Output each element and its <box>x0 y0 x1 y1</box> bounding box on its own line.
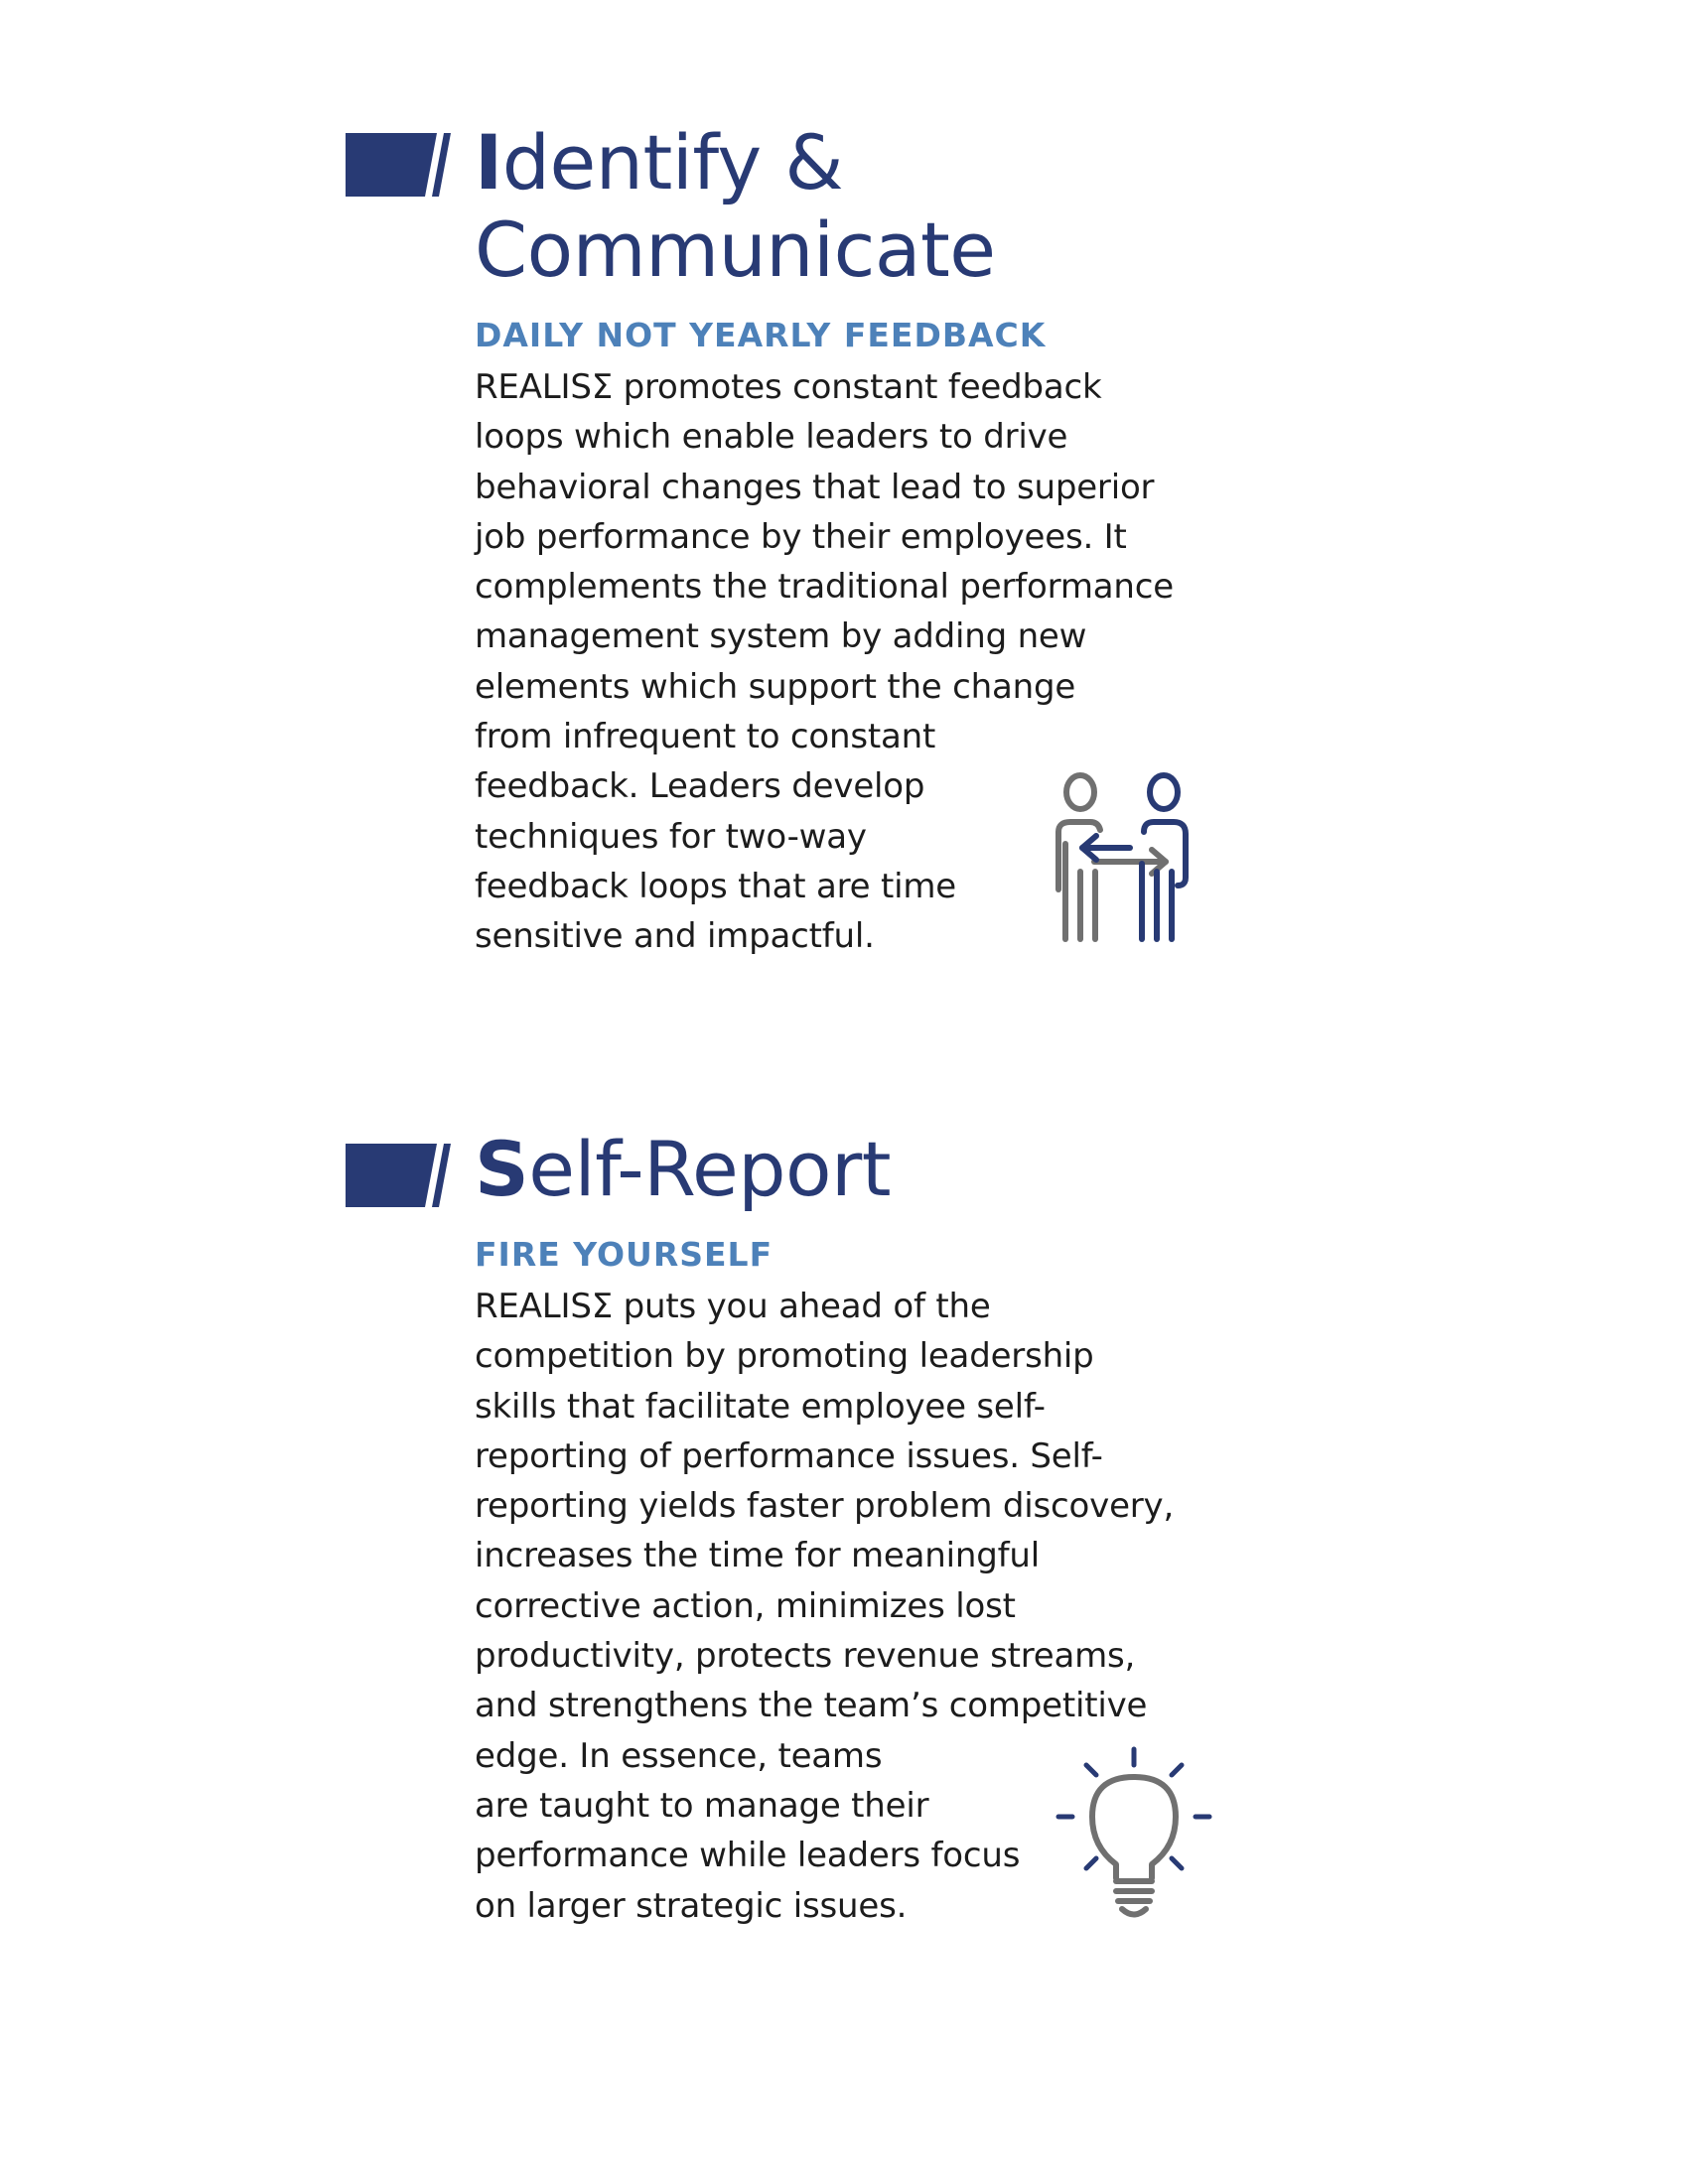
body-line: performance while leaders focus <box>475 1836 1021 1876</box>
section-title <box>475 119 996 294</box>
body-line: feedback loops that are time <box>475 866 957 906</box>
body-line: productivity, protects revenue streams, <box>475 1636 1136 1677</box>
body-line: REALISΣ promotes constant feedback <box>475 367 1102 407</box>
body-line: are taught to manage their <box>475 1785 929 1826</box>
body-line: on larger strategic issues. <box>475 1885 908 1926</box>
section-marker-icon <box>346 1144 455 1207</box>
body-line: elements which support the change <box>475 666 1076 707</box>
body-line: reporting yields faster problem discovery, <box>475 1486 1175 1527</box>
two-way-feedback-people-icon <box>1035 772 1213 946</box>
title-initial: S <box>475 1125 529 1213</box>
lightbulb-icon <box>1051 1739 1219 1923</box>
body-line: corrective action, minimizes lost <box>475 1585 1016 1626</box>
body-line: edge. In essence, teams <box>475 1735 883 1776</box>
title-initial: I <box>475 118 502 206</box>
title-line1: dentify & <box>501 118 844 206</box>
body-line: complements the traditional performance <box>475 567 1174 608</box>
title-line2: Communicate <box>475 205 996 294</box>
section-subtitle: DAILY NOT YEARLY FEEDBACK <box>475 316 1047 354</box>
body-line: feedback. Leaders develop <box>475 766 925 807</box>
body-line: competition by promoting leadership <box>475 1336 1094 1377</box>
body-line: job performance by their employees. It <box>475 516 1127 557</box>
title-line1: elf-Report <box>528 1125 892 1213</box>
body-line: sensitive and impactful. <box>475 916 875 957</box>
body-line: skills that facilitate employee self- <box>475 1386 1046 1427</box>
section-title <box>475 1126 891 1213</box>
body-line: techniques for two-way <box>475 816 867 857</box>
body-line: increases the time for meaningful <box>475 1536 1040 1576</box>
body-line: reporting of performance issues. Self- <box>475 1435 1103 1476</box>
body-line: REALISΣ puts you ahead of the <box>475 1287 991 1326</box>
section-marker-icon <box>346 133 455 197</box>
body-line: behavioral changes that lead to superior <box>475 467 1155 507</box>
body-line: and strengthens the team’s competitive <box>475 1686 1148 1726</box>
body-line: loops which enable leaders to drive <box>475 417 1068 458</box>
section-subtitle: FIRE YOURSELF <box>475 1235 774 1274</box>
body-line: management system by adding new <box>475 616 1087 657</box>
body-line: from infrequent to constant <box>475 717 936 757</box>
